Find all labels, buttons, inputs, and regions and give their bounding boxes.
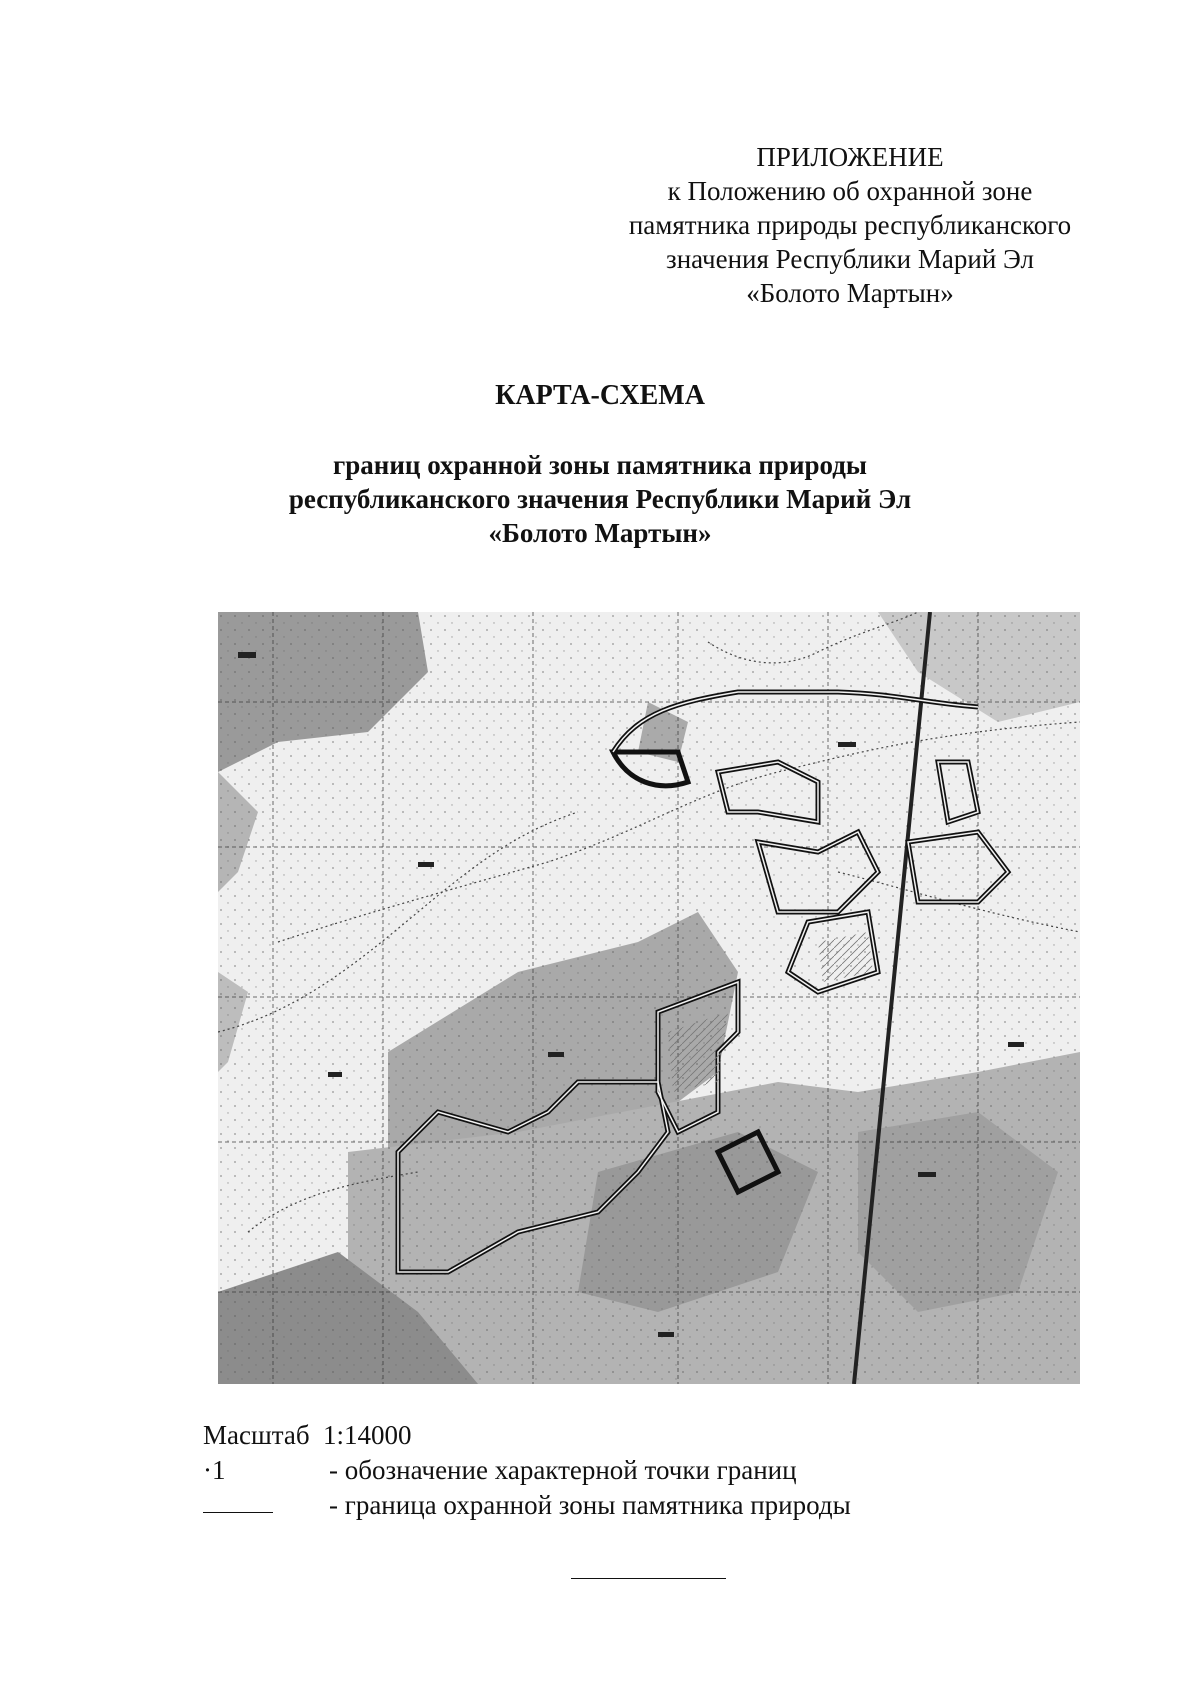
appendix-block (600, 140, 1100, 310)
appendix-line-1: к Положению об охранной зоне (667, 176, 1033, 206)
document-subtitle (0, 448, 1200, 550)
point-description: - обозначение характерной точки границ (329, 1455, 797, 1485)
footer-rule (571, 1578, 726, 1579)
boundary-map (218, 612, 1080, 1384)
point-symbol: ·1 (203, 1455, 226, 1485)
scale-value: 1:14000 (323, 1420, 412, 1450)
boundary-line-symbol (203, 1488, 273, 1513)
legend-point-row (203, 1453, 851, 1488)
appendix-line-4: «Болото Мартын» (746, 278, 954, 308)
legend-scale-row (203, 1418, 851, 1453)
appendix-heading: ПРИЛОЖЕНИЕ (756, 142, 944, 172)
map-legend (203, 1418, 851, 1523)
scale-label: Масштаб (203, 1420, 310, 1450)
subtitle-line-3: «Болото Мартын» (488, 518, 712, 548)
subtitle-line-2: республиканского значения Республики Марий Эл (288, 484, 912, 514)
line-description: - граница охранной зоны памятника природы (329, 1490, 851, 1520)
legend-line-row (203, 1488, 851, 1523)
appendix-line-3: значения Республики Марий Эл (666, 244, 1034, 274)
map-graphic (218, 612, 1080, 1384)
document-title: КАРТА-СХЕМА (495, 380, 705, 411)
subtitle-line-1: границ охранной зоны памятника природы (333, 450, 867, 480)
appendix-line-2: памятника природы республиканского (628, 210, 1072, 240)
